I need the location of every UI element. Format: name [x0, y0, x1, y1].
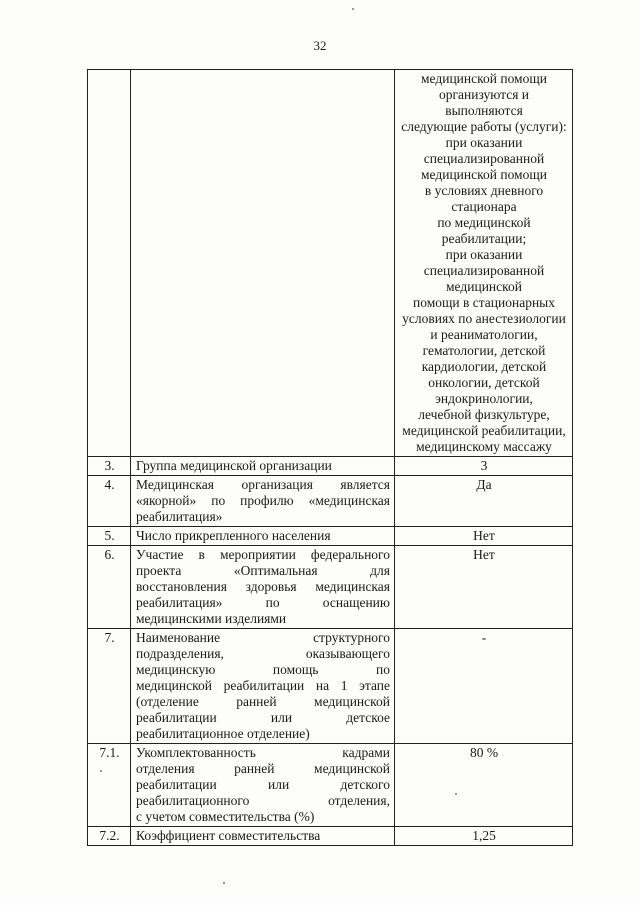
parameter-line: подразделения, оказывающего	[136, 646, 390, 661]
row-parameter	[131, 546, 395, 629]
value-line: в условиях дневного стационара	[424, 183, 544, 214]
parameter-line: отделения ранней медицинской	[136, 761, 390, 776]
value-line: Да	[476, 477, 492, 492]
row-value	[395, 527, 573, 546]
parameter-line: восстановления здоровья медицинская	[136, 579, 390, 594]
page-number: 32	[313, 38, 327, 53]
value-line: медицинскому массажу	[416, 439, 552, 454]
parameter-line: (отделение ранней медицинской	[136, 694, 390, 709]
parameter-line: медицинской реабилитации на 1 этапе	[136, 678, 390, 693]
value-line: Нет	[473, 528, 495, 543]
parameter-line: медицинскими изделиями	[136, 611, 287, 626]
row-parameter	[131, 527, 395, 546]
parameter-line: реабилитации или детское	[136, 710, 390, 725]
row-parameter	[131, 457, 395, 476]
table-row	[88, 827, 573, 846]
value-line: организуются и выполняются	[438, 87, 530, 118]
row-value	[395, 744, 573, 827]
row-value	[395, 827, 573, 846]
value-line: специализированной	[423, 151, 545, 166]
parameter-line: с учетом совместительства (%)	[136, 809, 315, 824]
row-value	[395, 457, 573, 476]
scan-speck	[352, 8, 354, 10]
value-line: лечебной физкультуре,	[418, 407, 550, 422]
row-number: 7.2.	[88, 827, 131, 846]
scan-speck	[223, 882, 225, 884]
row-parameter	[131, 476, 395, 527]
value-line: и реаниматологии,	[430, 327, 538, 342]
value-line: онкологии, детской	[428, 375, 540, 390]
row-number: 3.	[88, 457, 131, 476]
value-line: помощи в стационарных	[412, 295, 555, 310]
value-line: медицинской помощи	[421, 71, 547, 86]
info-table	[87, 69, 573, 846]
parameter-line: медицинскую помощь по	[136, 662, 390, 677]
row-number	[88, 70, 131, 457]
value-line: медицинской	[446, 279, 522, 294]
value-line: Нет	[473, 547, 495, 562]
row-value	[395, 546, 573, 629]
value-line: специализированной	[423, 263, 545, 278]
parameter-line: Число прикрепленного населения	[136, 528, 331, 543]
table-row	[88, 629, 573, 744]
value-line: медицинской реабилитации,	[402, 423, 566, 438]
value-line: гематологии, детской	[422, 343, 546, 358]
value-line: по медицинской реабилитации;	[437, 215, 531, 246]
parameter-line: «якорной» по профилю «медицинская	[136, 493, 390, 508]
value-line: 3	[480, 458, 488, 473]
parameter-line: реабилитация» по оснащению	[136, 595, 390, 610]
row-parameter	[131, 629, 395, 744]
value-line: эндокринологии,	[435, 391, 533, 406]
row-value	[395, 629, 573, 744]
row-number: 4.	[88, 476, 131, 527]
row-number: 7.1.	[88, 744, 131, 827]
row-number: 5.	[88, 527, 131, 546]
table-row	[88, 546, 573, 629]
table-row	[88, 70, 573, 457]
value-line: медицинской помощи	[421, 167, 547, 182]
table-row	[88, 527, 573, 546]
table-row	[88, 457, 573, 476]
row-number: 7.	[88, 629, 131, 744]
table-row	[88, 744, 573, 827]
parameter-line: реабилитации или детского	[136, 777, 390, 792]
value-line: при оказании	[445, 135, 523, 150]
row-parameter	[131, 744, 395, 827]
value-line: следующие работы (услуги):	[401, 119, 567, 134]
parameter-line: реабилитационное отделение)	[136, 726, 310, 741]
row-number: 6.	[88, 546, 131, 629]
value-line: 80 %	[469, 745, 499, 760]
parameter-line: Медицинская организация является	[136, 477, 390, 492]
value-line: условиях по анестезиологии	[402, 311, 566, 326]
row-value	[395, 70, 573, 457]
parameter-line: Группа медицинской организации	[136, 458, 332, 473]
scan-speck	[455, 793, 457, 795]
parameter-line: Укомплектованность кадрами	[136, 745, 390, 760]
value-line: 1,25	[472, 828, 496, 843]
value-line: кардиологии, детской	[421, 359, 547, 374]
row-value	[395, 476, 573, 527]
parameter-line: Коэффициент совместительства	[136, 828, 321, 843]
parameter-line: Участие в мероприятии федерального	[136, 547, 390, 562]
value-line: при оказании	[445, 247, 523, 262]
row-parameter	[131, 70, 395, 457]
row-parameter	[131, 827, 395, 846]
value-line: -	[481, 630, 487, 645]
parameter-line: Наименование структурного	[136, 630, 390, 645]
table-row	[88, 476, 573, 527]
parameter-line: проекта «Оптимальная для	[136, 563, 390, 578]
parameter-line: реабилитационного отделения,	[136, 793, 390, 808]
scan-speck	[100, 770, 102, 772]
parameter-line: реабилитация»	[136, 509, 223, 524]
